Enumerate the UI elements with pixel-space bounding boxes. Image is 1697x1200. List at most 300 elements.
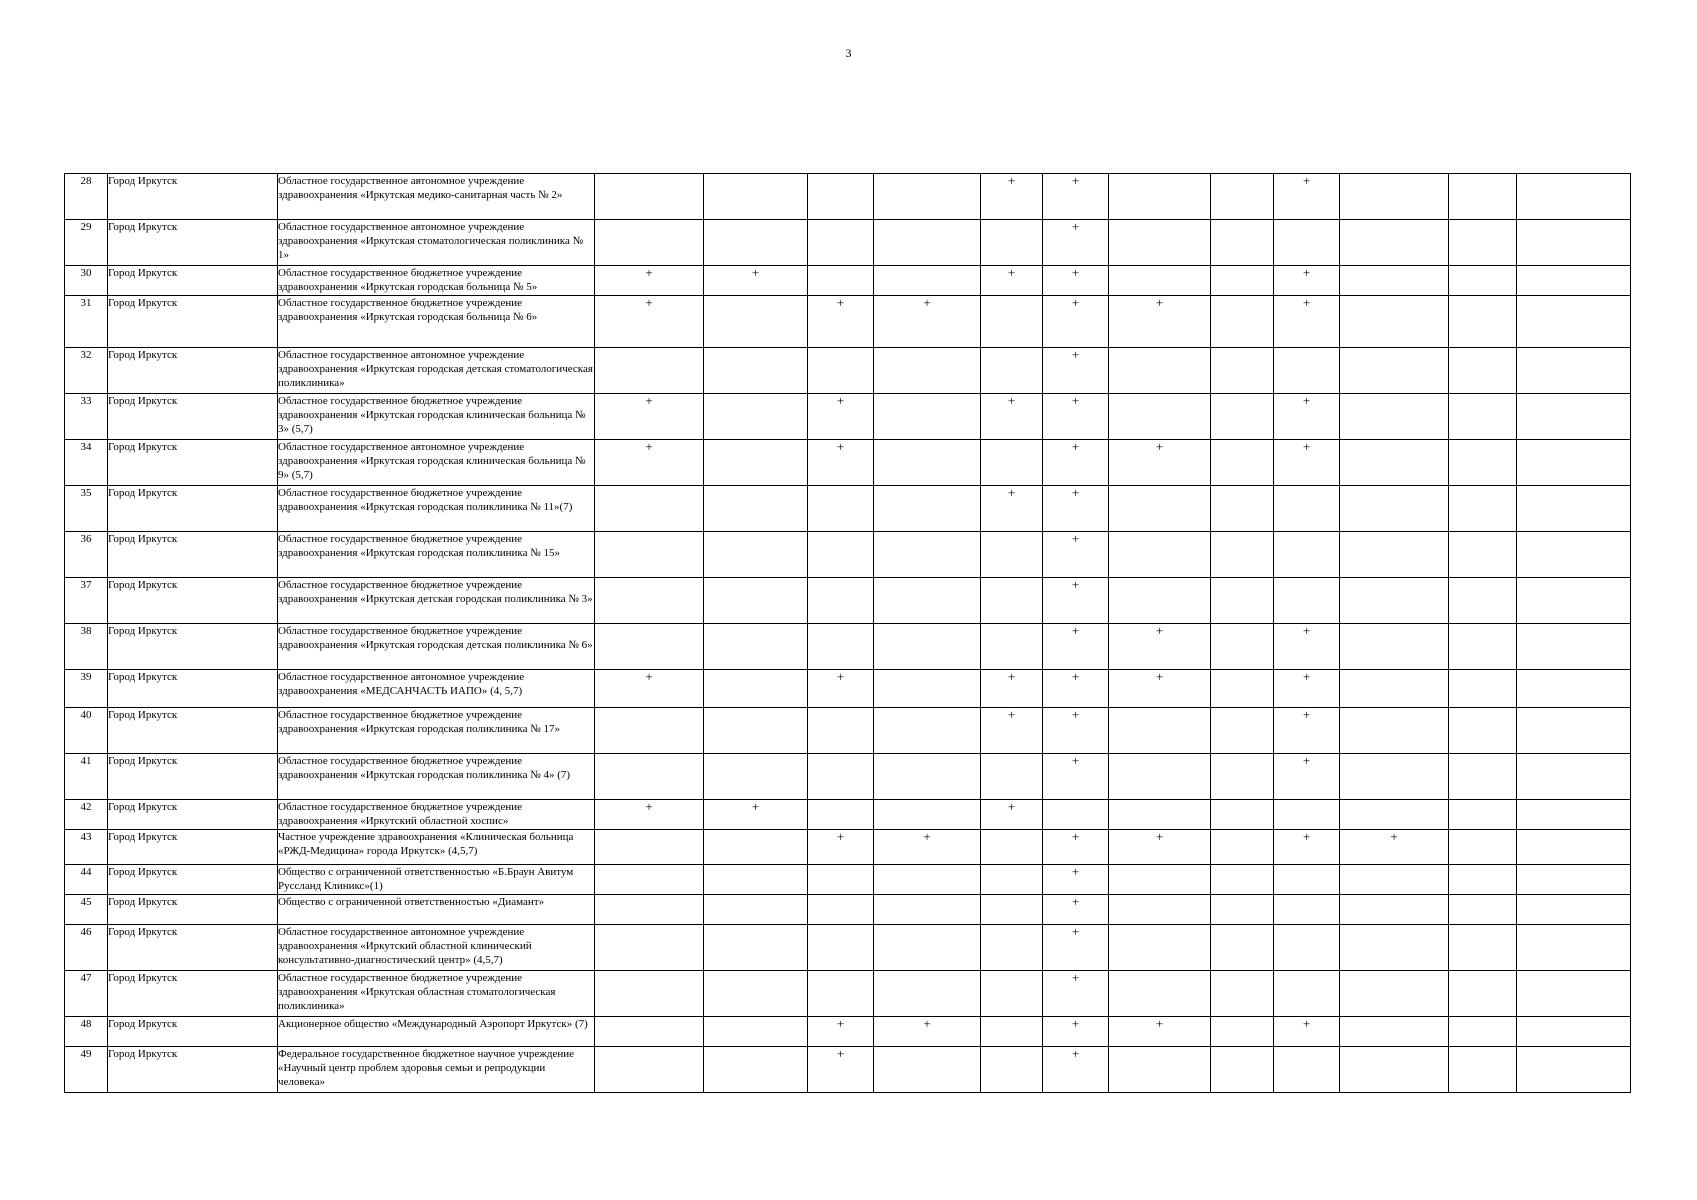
mark-cell: + bbox=[1274, 174, 1340, 220]
mark-cell bbox=[1109, 394, 1211, 440]
mark-cell bbox=[1449, 394, 1517, 440]
mark-cell bbox=[1340, 394, 1449, 440]
table-row bbox=[65, 895, 1631, 925]
mark-cell bbox=[1109, 708, 1211, 754]
mark-cell bbox=[1211, 486, 1274, 532]
row-number: 33 bbox=[65, 394, 108, 440]
mark-cell bbox=[1340, 865, 1449, 895]
mark-cell bbox=[1211, 1047, 1274, 1093]
mark-cell bbox=[1340, 174, 1449, 220]
city-cell: Город Иркутск bbox=[108, 708, 278, 754]
mark-cell bbox=[1449, 800, 1517, 830]
mark-cell bbox=[704, 895, 808, 925]
mark-cell: + bbox=[874, 1017, 981, 1047]
mark-cell bbox=[1211, 348, 1274, 394]
mark-cell bbox=[1274, 1047, 1340, 1093]
mark-cell bbox=[704, 296, 808, 348]
mark-cell: + bbox=[595, 800, 704, 830]
mark-cell bbox=[595, 624, 704, 670]
mark-cell: + bbox=[1274, 440, 1340, 486]
organization-cell: Областное государственное бюджетное учреждение здравоохранения «Иркутская областная стоматологическая поликлиника» bbox=[278, 971, 595, 1017]
mark-cell: + bbox=[808, 1017, 874, 1047]
mark-cell: + bbox=[595, 266, 704, 296]
mark-cell bbox=[1340, 1017, 1449, 1047]
row-number: 34 bbox=[65, 440, 108, 486]
mark-cell bbox=[595, 754, 704, 800]
table-row bbox=[65, 578, 1631, 624]
mark-cell bbox=[704, 440, 808, 486]
mark-cell bbox=[595, 348, 704, 394]
mark-cell bbox=[1517, 670, 1631, 708]
mark-cell bbox=[808, 754, 874, 800]
mark-cell: + bbox=[595, 296, 704, 348]
row-number: 37 bbox=[65, 578, 108, 624]
mark-cell: + bbox=[1043, 486, 1109, 532]
mark-cell: + bbox=[1340, 830, 1449, 865]
organization-cell: Областное государственное автономное учреждение здравоохранения «Иркутский областной клинический консультативно-диагностический центр» (4,5,7) bbox=[278, 925, 595, 971]
mark-cell bbox=[1211, 532, 1274, 578]
mark-cell bbox=[1109, 865, 1211, 895]
mark-cell bbox=[808, 708, 874, 754]
row-number: 36 bbox=[65, 532, 108, 578]
mark-cell bbox=[704, 220, 808, 266]
mark-cell bbox=[981, 624, 1043, 670]
mark-cell bbox=[1340, 708, 1449, 754]
mark-cell bbox=[704, 865, 808, 895]
mark-cell: + bbox=[1043, 670, 1109, 708]
row-number: 43 bbox=[65, 830, 108, 865]
row-number: 41 bbox=[65, 754, 108, 800]
row-number: 49 bbox=[65, 1047, 108, 1093]
table-row bbox=[65, 800, 1631, 830]
mark-cell bbox=[1109, 486, 1211, 532]
mark-cell bbox=[1211, 266, 1274, 296]
mark-cell bbox=[874, 266, 981, 296]
mark-cell: + bbox=[981, 670, 1043, 708]
mark-cell bbox=[704, 670, 808, 708]
mark-cell bbox=[1340, 532, 1449, 578]
mark-cell bbox=[1449, 971, 1517, 1017]
table-row bbox=[65, 708, 1631, 754]
mark-cell bbox=[1449, 865, 1517, 895]
mark-cell bbox=[1211, 578, 1274, 624]
city-cell: Город Иркутск bbox=[108, 266, 278, 296]
mark-cell bbox=[1109, 174, 1211, 220]
mark-cell bbox=[1109, 895, 1211, 925]
mark-cell: + bbox=[981, 266, 1043, 296]
mark-cell bbox=[874, 708, 981, 754]
city-cell: Город Иркутск bbox=[108, 220, 278, 266]
mark-cell: + bbox=[874, 296, 981, 348]
mark-cell bbox=[1274, 895, 1340, 925]
table-row bbox=[65, 266, 1631, 296]
mark-cell bbox=[1274, 348, 1340, 394]
mark-cell bbox=[808, 800, 874, 830]
mark-cell: + bbox=[1109, 1017, 1211, 1047]
mark-cell: + bbox=[808, 440, 874, 486]
organization-cell: Областное государственное бюджетное учреждение здравоохранения «Иркутская городская больница № 5» bbox=[278, 266, 595, 296]
mark-cell bbox=[1449, 708, 1517, 754]
mark-cell bbox=[1449, 440, 1517, 486]
city-cell: Город Иркутск bbox=[108, 394, 278, 440]
organization-cell: Областное государственное бюджетное учреждение здравоохранения «Иркутская городская поликлиника № 11»(7) bbox=[278, 486, 595, 532]
mark-cell bbox=[1109, 532, 1211, 578]
organization-cell: Областное государственное бюджетное учреждение здравоохранения «Иркутская городская поликлиника № 17» bbox=[278, 708, 595, 754]
mark-cell: + bbox=[1043, 296, 1109, 348]
mark-cell bbox=[874, 624, 981, 670]
mark-cell: + bbox=[1274, 394, 1340, 440]
city-cell: Город Иркутск bbox=[108, 1017, 278, 1047]
mark-cell: + bbox=[1043, 174, 1109, 220]
mark-cell bbox=[874, 754, 981, 800]
table-row bbox=[65, 1017, 1631, 1047]
mark-cell bbox=[1211, 1017, 1274, 1047]
mark-cell bbox=[808, 348, 874, 394]
mark-cell bbox=[808, 578, 874, 624]
mark-cell bbox=[1449, 754, 1517, 800]
city-cell: Город Иркутск bbox=[108, 754, 278, 800]
table-row bbox=[65, 830, 1631, 865]
mark-cell bbox=[1449, 578, 1517, 624]
city-cell: Город Иркутск bbox=[108, 895, 278, 925]
city-cell: Город Иркутск bbox=[108, 624, 278, 670]
mark-cell bbox=[1340, 925, 1449, 971]
mark-cell bbox=[1340, 440, 1449, 486]
mark-cell bbox=[1211, 670, 1274, 708]
mark-cell: + bbox=[1274, 624, 1340, 670]
mark-cell bbox=[808, 266, 874, 296]
table-row bbox=[65, 296, 1631, 348]
city-cell: Город Иркутск bbox=[108, 670, 278, 708]
city-cell: Город Иркутск bbox=[108, 440, 278, 486]
mark-cell: + bbox=[1043, 578, 1109, 624]
mark-cell bbox=[1517, 865, 1631, 895]
mark-cell bbox=[595, 532, 704, 578]
mark-cell bbox=[874, 971, 981, 1017]
mark-cell bbox=[874, 348, 981, 394]
mark-cell bbox=[595, 865, 704, 895]
mark-cell bbox=[981, 754, 1043, 800]
mark-cell bbox=[874, 925, 981, 971]
mark-cell bbox=[595, 1047, 704, 1093]
table-row bbox=[65, 925, 1631, 971]
mark-cell: + bbox=[1274, 1017, 1340, 1047]
mark-cell bbox=[1109, 1047, 1211, 1093]
mark-cell bbox=[704, 486, 808, 532]
institutions-table bbox=[64, 173, 1631, 1093]
mark-cell: + bbox=[1043, 830, 1109, 865]
mark-cell: + bbox=[981, 800, 1043, 830]
table-row bbox=[65, 971, 1631, 1017]
mark-cell bbox=[704, 971, 808, 1017]
mark-cell: + bbox=[1109, 624, 1211, 670]
row-number: 38 bbox=[65, 624, 108, 670]
row-number: 40 bbox=[65, 708, 108, 754]
mark-cell bbox=[1211, 296, 1274, 348]
mark-cell bbox=[808, 624, 874, 670]
mark-cell bbox=[704, 578, 808, 624]
mark-cell bbox=[704, 624, 808, 670]
mark-cell bbox=[808, 971, 874, 1017]
mark-cell bbox=[704, 174, 808, 220]
mark-cell bbox=[1274, 800, 1340, 830]
mark-cell bbox=[704, 348, 808, 394]
mark-cell bbox=[1340, 800, 1449, 830]
mark-cell: + bbox=[1043, 348, 1109, 394]
mark-cell bbox=[808, 532, 874, 578]
mark-cell bbox=[1517, 708, 1631, 754]
mark-cell bbox=[981, 220, 1043, 266]
mark-cell bbox=[1211, 754, 1274, 800]
mark-cell bbox=[1340, 266, 1449, 296]
organization-cell: Общество с ограниченной ответственностью «Диамант» bbox=[278, 895, 595, 925]
row-number: 45 bbox=[65, 895, 108, 925]
city-cell: Город Иркутск bbox=[108, 1047, 278, 1093]
row-number: 39 bbox=[65, 670, 108, 708]
mark-cell bbox=[808, 486, 874, 532]
mark-cell bbox=[704, 830, 808, 865]
mark-cell bbox=[1449, 925, 1517, 971]
mark-cell bbox=[1449, 174, 1517, 220]
mark-cell bbox=[874, 440, 981, 486]
mark-cell bbox=[1449, 266, 1517, 296]
mark-cell bbox=[874, 532, 981, 578]
organization-cell: Областное государственное автономное учреждение здравоохранения «МЕДСАНЧАСТЬ ИАПО» (4, 5,7) bbox=[278, 670, 595, 708]
mark-cell bbox=[808, 925, 874, 971]
mark-cell bbox=[874, 174, 981, 220]
mark-cell: + bbox=[808, 394, 874, 440]
organization-cell: Областное государственное бюджетное учреждение здравоохранения «Иркутская городская клиническая больница № 3» (5,7) bbox=[278, 394, 595, 440]
mark-cell: + bbox=[1043, 925, 1109, 971]
table-row bbox=[65, 532, 1631, 578]
mark-cell bbox=[1517, 800, 1631, 830]
row-number: 32 bbox=[65, 348, 108, 394]
table-row bbox=[65, 624, 1631, 670]
table-row bbox=[65, 670, 1631, 708]
mark-cell bbox=[1449, 220, 1517, 266]
mark-cell bbox=[1517, 1047, 1631, 1093]
mark-cell bbox=[1517, 394, 1631, 440]
mark-cell bbox=[874, 670, 981, 708]
mark-cell bbox=[1517, 578, 1631, 624]
row-number: 28 bbox=[65, 174, 108, 220]
mark-cell bbox=[1449, 670, 1517, 708]
mark-cell: + bbox=[1043, 266, 1109, 296]
table-row bbox=[65, 440, 1631, 486]
mark-cell bbox=[1274, 578, 1340, 624]
mark-cell: + bbox=[595, 670, 704, 708]
mark-cell bbox=[1211, 624, 1274, 670]
mark-cell: + bbox=[1274, 296, 1340, 348]
organization-cell: Областное государственное автономное учреждение здравоохранения «Иркутская городская клиническая больница № 9» (5,7) bbox=[278, 440, 595, 486]
mark-cell: + bbox=[1274, 266, 1340, 296]
mark-cell bbox=[1109, 266, 1211, 296]
mark-cell bbox=[1517, 440, 1631, 486]
table-body bbox=[65, 174, 1631, 1093]
mark-cell bbox=[1517, 754, 1631, 800]
mark-cell bbox=[874, 865, 981, 895]
mark-cell: + bbox=[1109, 296, 1211, 348]
mark-cell bbox=[1274, 971, 1340, 1017]
mark-cell: + bbox=[1043, 895, 1109, 925]
city-cell: Город Иркутск bbox=[108, 800, 278, 830]
mark-cell bbox=[1517, 830, 1631, 865]
mark-cell bbox=[981, 1047, 1043, 1093]
mark-cell bbox=[1211, 925, 1274, 971]
mark-cell bbox=[595, 708, 704, 754]
mark-cell bbox=[981, 348, 1043, 394]
mark-cell bbox=[1517, 266, 1631, 296]
organization-cell: Областное государственное автономное учреждение здравоохранения «Иркутская медико-санитарная часть № 2» bbox=[278, 174, 595, 220]
mark-cell bbox=[1449, 296, 1517, 348]
table-row bbox=[65, 865, 1631, 895]
mark-cell bbox=[1517, 296, 1631, 348]
mark-cell: + bbox=[1274, 754, 1340, 800]
mark-cell bbox=[981, 830, 1043, 865]
mark-cell bbox=[874, 800, 981, 830]
row-number: 47 bbox=[65, 971, 108, 1017]
table-row bbox=[65, 1047, 1631, 1093]
table-row bbox=[65, 394, 1631, 440]
row-number: 35 bbox=[65, 486, 108, 532]
mark-cell bbox=[1211, 174, 1274, 220]
mark-cell: + bbox=[1274, 830, 1340, 865]
mark-cell bbox=[1274, 532, 1340, 578]
organization-cell: Акционерное общество «Международный Аэропорт Иркутск» (7) bbox=[278, 1017, 595, 1047]
mark-cell bbox=[874, 486, 981, 532]
mark-cell bbox=[1109, 800, 1211, 830]
mark-cell bbox=[1211, 830, 1274, 865]
mark-cell bbox=[981, 895, 1043, 925]
mark-cell bbox=[1449, 532, 1517, 578]
city-cell: Город Иркутск bbox=[108, 830, 278, 865]
mark-cell bbox=[1449, 486, 1517, 532]
city-cell: Город Иркутск bbox=[108, 578, 278, 624]
table-row bbox=[65, 348, 1631, 394]
organization-cell: Областное государственное бюджетное учреждение здравоохранения «Иркутская детская городская поликлиника № 3» bbox=[278, 578, 595, 624]
city-cell: Город Иркутск bbox=[108, 971, 278, 1017]
mark-cell bbox=[1517, 971, 1631, 1017]
mark-cell bbox=[1517, 624, 1631, 670]
city-cell: Город Иркутск bbox=[108, 296, 278, 348]
row-number: 31 bbox=[65, 296, 108, 348]
mark-cell bbox=[1517, 174, 1631, 220]
mark-cell bbox=[1517, 1017, 1631, 1047]
mark-cell bbox=[595, 578, 704, 624]
table-row bbox=[65, 174, 1631, 220]
mark-cell bbox=[1211, 708, 1274, 754]
mark-cell bbox=[1211, 220, 1274, 266]
mark-cell bbox=[808, 865, 874, 895]
mark-cell: + bbox=[1043, 220, 1109, 266]
row-number: 46 bbox=[65, 925, 108, 971]
mark-cell bbox=[1517, 895, 1631, 925]
mark-cell bbox=[595, 971, 704, 1017]
mark-cell bbox=[1517, 532, 1631, 578]
mark-cell bbox=[981, 440, 1043, 486]
mark-cell bbox=[1340, 348, 1449, 394]
mark-cell bbox=[1340, 1047, 1449, 1093]
row-number: 42 bbox=[65, 800, 108, 830]
mark-cell bbox=[595, 220, 704, 266]
mark-cell bbox=[1449, 1047, 1517, 1093]
mark-cell: + bbox=[1043, 624, 1109, 670]
mark-cell: + bbox=[1274, 670, 1340, 708]
organization-cell: Областное государственное автономное учреждение здравоохранения «Иркутская стоматологическая поликлиника № 1» bbox=[278, 220, 595, 266]
mark-cell: + bbox=[704, 266, 808, 296]
mark-cell: + bbox=[595, 394, 704, 440]
mark-cell bbox=[874, 578, 981, 624]
mark-cell: + bbox=[1043, 1047, 1109, 1093]
organization-cell: Областное государственное бюджетное учреждение здравоохранения «Иркутская городская детская поликлиника № 6» bbox=[278, 624, 595, 670]
mark-cell: + bbox=[1043, 708, 1109, 754]
mark-cell: + bbox=[981, 174, 1043, 220]
mark-cell bbox=[1449, 348, 1517, 394]
row-number: 44 bbox=[65, 865, 108, 895]
mark-cell bbox=[1340, 971, 1449, 1017]
organization-cell: Общество с ограниченной ответственностью «Б.Браун Авитум Руссланд Клиникс»(1) bbox=[278, 865, 595, 895]
mark-cell bbox=[1517, 220, 1631, 266]
mark-cell bbox=[1109, 348, 1211, 394]
mark-cell bbox=[704, 708, 808, 754]
mark-cell bbox=[1274, 220, 1340, 266]
mark-cell bbox=[1517, 348, 1631, 394]
mark-cell bbox=[1211, 865, 1274, 895]
page-number: 3 bbox=[845, 46, 852, 60]
mark-cell bbox=[1109, 971, 1211, 1017]
mark-cell bbox=[704, 925, 808, 971]
mark-cell bbox=[704, 754, 808, 800]
mark-cell bbox=[1211, 800, 1274, 830]
mark-cell bbox=[1340, 296, 1449, 348]
mark-cell bbox=[1109, 220, 1211, 266]
mark-cell: + bbox=[1043, 971, 1109, 1017]
mark-cell: + bbox=[1109, 830, 1211, 865]
mark-cell: + bbox=[874, 830, 981, 865]
mark-cell bbox=[1340, 486, 1449, 532]
mark-cell: + bbox=[1043, 532, 1109, 578]
mark-cell bbox=[1340, 895, 1449, 925]
mark-cell bbox=[981, 296, 1043, 348]
mark-cell bbox=[1449, 830, 1517, 865]
city-cell: Город Иркутск bbox=[108, 925, 278, 971]
city-cell: Город Иркутск bbox=[108, 865, 278, 895]
mark-cell bbox=[704, 1017, 808, 1047]
mark-cell bbox=[808, 895, 874, 925]
mark-cell: + bbox=[981, 708, 1043, 754]
mark-cell: + bbox=[1043, 394, 1109, 440]
city-cell: Город Иркутск bbox=[108, 174, 278, 220]
mark-cell bbox=[1449, 624, 1517, 670]
mark-cell bbox=[981, 532, 1043, 578]
mark-cell bbox=[981, 1017, 1043, 1047]
table-row bbox=[65, 220, 1631, 266]
mark-cell bbox=[1340, 670, 1449, 708]
mark-cell bbox=[595, 174, 704, 220]
mark-cell: + bbox=[808, 296, 874, 348]
mark-cell: + bbox=[595, 440, 704, 486]
mark-cell bbox=[874, 1047, 981, 1093]
mark-cell bbox=[1109, 925, 1211, 971]
mark-cell bbox=[704, 1047, 808, 1093]
mark-cell bbox=[1211, 971, 1274, 1017]
mark-cell bbox=[1340, 578, 1449, 624]
mark-cell bbox=[808, 174, 874, 220]
mark-cell: + bbox=[1043, 754, 1109, 800]
mark-cell bbox=[1211, 440, 1274, 486]
city-cell: Город Иркутск bbox=[108, 532, 278, 578]
mark-cell bbox=[595, 925, 704, 971]
